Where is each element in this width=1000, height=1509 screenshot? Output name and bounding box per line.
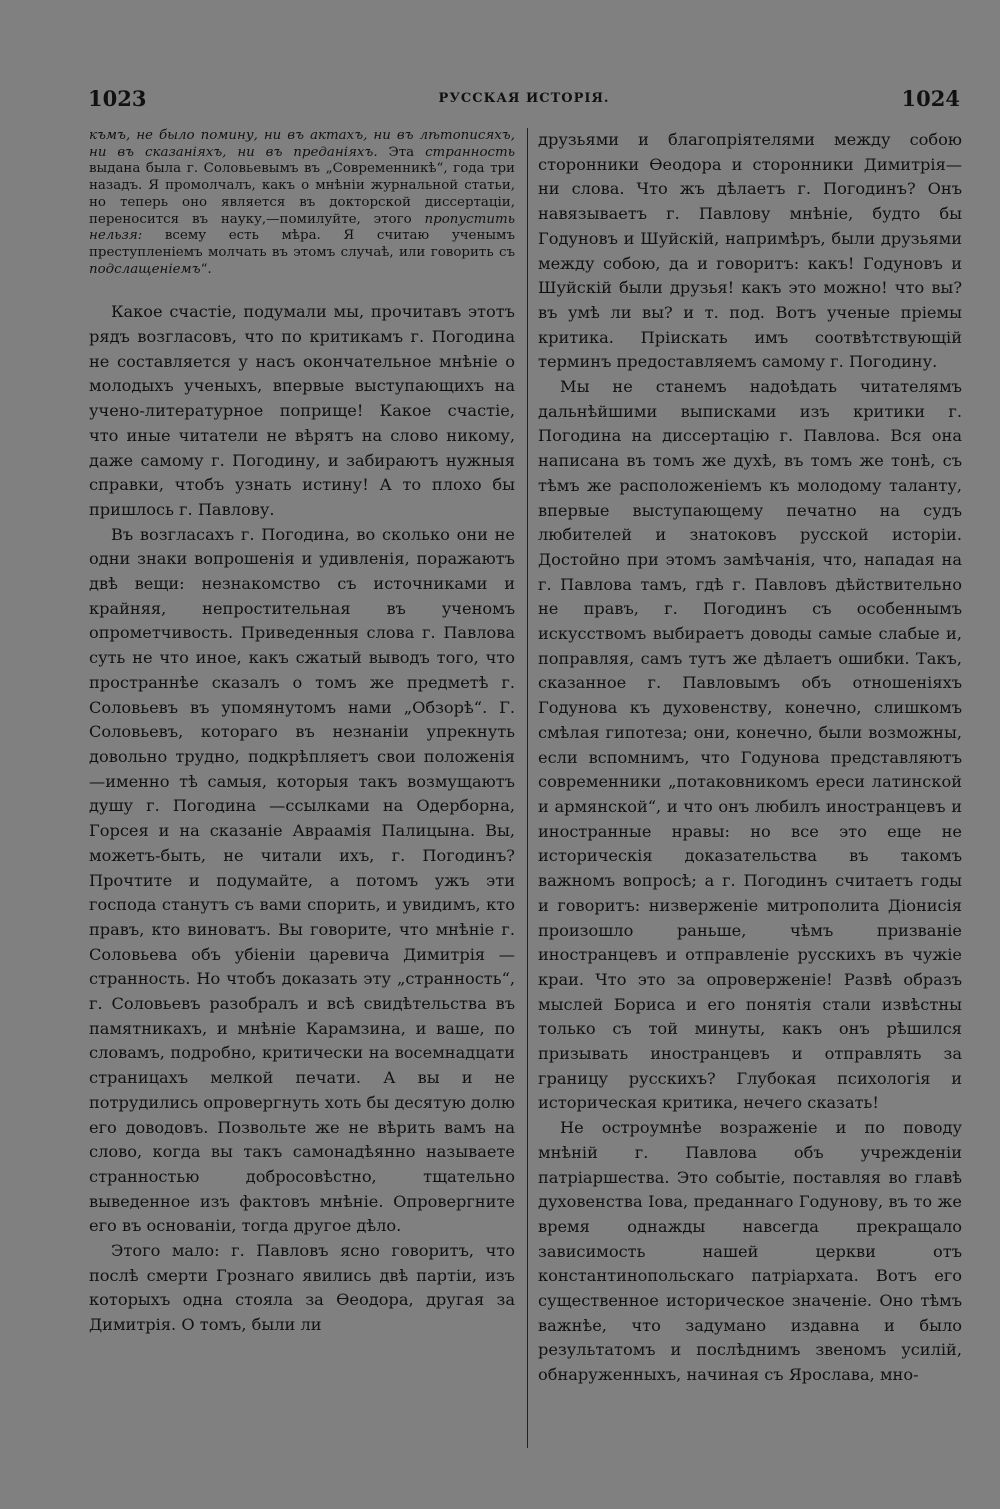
body-paragraph: Какое счастіе, подумали мы, прочитавъ этотъ рядъ возгласовъ, что по критикамъ г. Погодина не составляется у насъ окончательное мнѣніе о молодыхъ ученыхъ, впервые выступающихъ на учено-литературное поприще! Какое счастіе, что иные читатели не вѣрятъ на слово никому, даже самому г. Погодину, и забираютъ нужныя справки, чтобъ узнать истину! А то плохо бы пришлось г. Павлову.: [89, 302, 515, 519]
quote-segment: выдана была г. Соловьевымъ въ „Современникѣ“, года три назадъ. Я промолчалъ, какъ о мнѣніи журнальной статьи, но теперь оно является въ докторской диссертаціи, переносится въ науку,—помилуйте, этого: [89, 161, 515, 227]
quoted-passage: [89, 128, 515, 278]
body-paragraph: Этого мало: г. Павловъ ясно говоритъ, что послѣ смерти Грознаго явились двѣ партіи, изъ которыхъ одна стояла за Ѳеодора, другая за Димитрія. О томъ, были ли: [89, 1241, 515, 1335]
quote-segment: “.: [200, 261, 212, 277]
running-title: РУССКАЯ ИСТОРІЯ.: [438, 91, 610, 106]
body-paragraph: Не остроумнѣе возраженіе и по поводу мнѣній г. Павлова объ учрежденіи патріаршества. Это событіе, поставляя во главѣ духовенства Іова, преданнаго Годунову, въ то же время однажды навсегда прекращало зависимость нашей церкви отъ константинопольскаго патріархата. Вотъ его существенное историческое значеніе. Оно тѣмъ важнѣе, что задумано издавна и было результатомъ и послѣднимъ звеномъ усилій, обнаруженныхъ, начиная съ Ярослава, мно-: [538, 1118, 962, 1385]
column-divider: [527, 128, 528, 1448]
quote-segment: пропустить нельзя:: [89, 211, 515, 244]
left-column: [89, 128, 515, 1338]
paragraph-gap: [89, 278, 515, 300]
left-page-number: 1023: [88, 86, 147, 111]
page-header: [88, 86, 960, 116]
quote-segment: къмъ, не было помину, ни въ актахъ, ни въ лѣтописяхъ, ни въ сказаніяхъ, ни въ преданіяхъ.: [89, 128, 515, 160]
body-paragraph: Въ возгласахъ г. Погодина, во сколько они не одни знаки вопрошенія и удивленія, поражаютъ двѣ вещи: незнакомство съ источниками и крайняя, непростительная въ ученомъ опрометчивость. Приведенныя слова г. Павлова суть не что иное, какъ сжатый выводъ того, что пространнѣе сказалъ о томъ же предметѣ г. Соловьевъ въ упомянутомъ нами „Обзорѣ“. Г. Соловьевъ, котораго въ незнаніи упрекнуть довольно трудно, подкрѣпляетъ свои положенія—именно тѣ самыя, которыя такъ возмущаютъ душу г. Погодина —ссылками на Одерборна, Горсея и на сказаніе Авраамія Палицына. Вы, можетъ-быть, не читали ихъ, г. Погодинъ? Прочтите и подумайте, а потомъ ужъ эти господа станутъ съ вами спорить, и увидимъ, кто правъ, кто виноватъ. Вы говорите, что мнѣніе г. Соловьева объ убіеніи царевича Димитрія —странность. Но чтобъ доказать эту „странность“, г. Соловьевъ разобралъ и всѣ свидѣтельства въ памятникахъ, и мнѣніе Карамзина, и ваше, по словамъ, подробно, критически на восемнадцати страницахъ мелкой печати. А вы и не потрудились опровергнуть хоть бы десятую долю его доводовъ. Позвольте же не вѣрить вамъ на слово, когда вы такъ самонадѣянно называете странностью добросовѣстно, тщательно выведенное изъ фактовъ мнѣніе. Опровергните его въ основаніи, тогда другое дѣло.: [89, 524, 515, 1236]
body-paragraph: друзьями и благопріятелями между собою сторонники Ѳеодора и сторонники Димитрія— ни слова. Что жъ дѣлаетъ г. Погодинъ? Онъ навязываетъ г. Павлову мнѣніе, будто бы Годуновъ и Шуйскій, напримѣръ, были друзьями между собою, да и говоритъ: какъ! Годуновъ и Шуйскій были друзья! какъ это можно! что вы? въ умѣ ли вы? и т. под. Вотъ ученые пріемы критика. Пріискать имъ соотвѣтствующій терминъ предоставляемъ самому г. Погодину.: [538, 130, 962, 372]
quote-segment: странность: [425, 144, 516, 160]
body-paragraph: Мы не станемъ надоѣдать читателямъ дальнѣйшими выписками изъ критики г. Погодина на диссертацію г. Павлова. Вся она написана въ томъ же духѣ, въ томъ же тонѣ, съ тѣмъ же расположеніемъ къ молодому таланту, впервые выступающему печатно на судъ любителей и знатоковъ русской исторіи. Достойно при этомъ замѣчанія, что, нападая на г. Павлова тамъ, гдѣ г. Павловъ дѣйствительно не правъ, г. Погодинъ съ особеннымъ искусствомъ выбираетъ доводы самые слабые и, поправляя, самъ тутъ же дѣлаетъ ошибки. Такъ, сказанное г. Павловымъ объ отношеніяхъ Годунова къ духовенству, конечно, слишкомъ смѣлая гипотеза; они, конечно, были возможны, если вспомнимъ, что Годунова представляютъ современники „потаковникомъ ереси латинской и армянской“, и что онъ любилъ иностранцевъ и иностранные нравы: но все это еще не историческія доказательства въ такомъ важномъ вопросѣ; а г. Погодинъ считаетъ годы и говоритъ: низверженіе митрополита Діонисія произошло раньше, чѣмъ призваніе иностранцевъ и отправленіе русскихъ въ чужіе краи. Что это за опроверженіе! Развѣ образъ мыслей Бориса и его понятія стали извѣстны только съ той минуты, какъ онъ рѣшился призывать иностранцевъ и отправлять за границу русскихъ? Глубокая психологія и историческая критика, нечего сказать!: [538, 377, 962, 1113]
right-page-number: 1024: [901, 86, 960, 111]
quote-segment: всему есть мѣра. Я считаю ученымъ преступленіемъ молчать въ этомъ случаѣ, или говорить съ: [89, 228, 515, 260]
right-column: [538, 128, 962, 1388]
quote-segment: подслащеніемъ: [89, 261, 201, 277]
quote-segment: Эта: [377, 144, 426, 160]
